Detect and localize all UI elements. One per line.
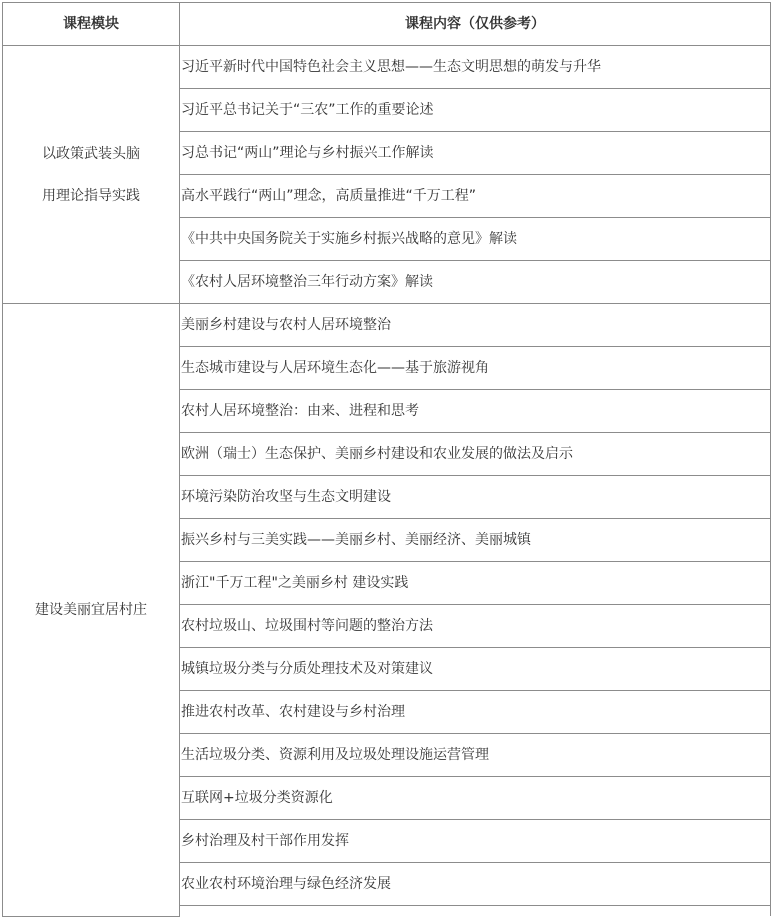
header-module: 课程模块	[3, 3, 180, 46]
header-content: 课程内容（仅供参考）	[180, 3, 771, 46]
content-cell: 习近平总书记关于“三农”工作的重要论述	[180, 89, 771, 132]
content-cell: 推进农村改革、农村建设与乡村治理	[180, 691, 771, 734]
course-table	[2, 2, 771, 917]
content-cell-continued	[180, 906, 771, 917]
content-cell: 城镇垃圾分类与分质处理技术及对策建议	[180, 648, 771, 691]
module-label: 用理论指导实践	[42, 187, 140, 204]
content-cell: 互联网+垃圾分类资源化	[180, 777, 771, 820]
content-cell: 美丽乡村建设与农村人居环境整治	[180, 304, 771, 347]
content-cell: 习近平新时代中国特色社会主义思想——生态文明思想的萌发与升华	[180, 46, 771, 89]
content-cell: 《中共中央国务院关于实施乡村振兴战略的意见》解读	[180, 218, 771, 261]
content-cell: 振兴乡村与三美实践——美丽乡村、美丽经济、美丽城镇	[180, 519, 771, 562]
table-row	[3, 304, 771, 347]
content-cell: 农村垃圾山、垃圾围村等问题的整治方法	[180, 605, 771, 648]
content-cell: 浙江"千万工程"之美丽乡村 建设实践	[180, 562, 771, 605]
content-cell: 农业农村环境治理与绿色经济发展	[180, 863, 771, 906]
content-cell: 《农村人居环境整治三年行动方案》解读	[180, 261, 771, 304]
content-cell: 习总书记“两山”理论与乡村振兴工作解读	[180, 132, 771, 175]
module-label: 以政策武装头脑	[42, 145, 140, 162]
content-cell: 农村人居环境整治：由来、进程和思考	[180, 390, 771, 433]
content-cell: 欧洲（瑞士）生态保护、美丽乡村建设和农业发展的做法及启示	[180, 433, 771, 476]
content-cell: 环境污染防治攻坚与生态文明建设	[180, 476, 771, 519]
table-body	[3, 46, 771, 917]
table-row	[3, 46, 771, 89]
module-label: 建设美丽宜居村庄	[35, 601, 147, 618]
module-cell	[3, 304, 180, 917]
header-row	[3, 3, 771, 46]
content-cell: 生活垃圾分类、资源利用及垃圾处理设施运营管理	[180, 734, 771, 777]
content-cell: 高水平践行“两山”理念，高质量推进“千万工程”	[180, 175, 771, 218]
module-cell	[3, 46, 180, 304]
content-cell: 生态城市建设与人居环境生态化——基于旅游视角	[180, 347, 771, 390]
content-cell: 乡村治理及村干部作用发挥	[180, 820, 771, 863]
